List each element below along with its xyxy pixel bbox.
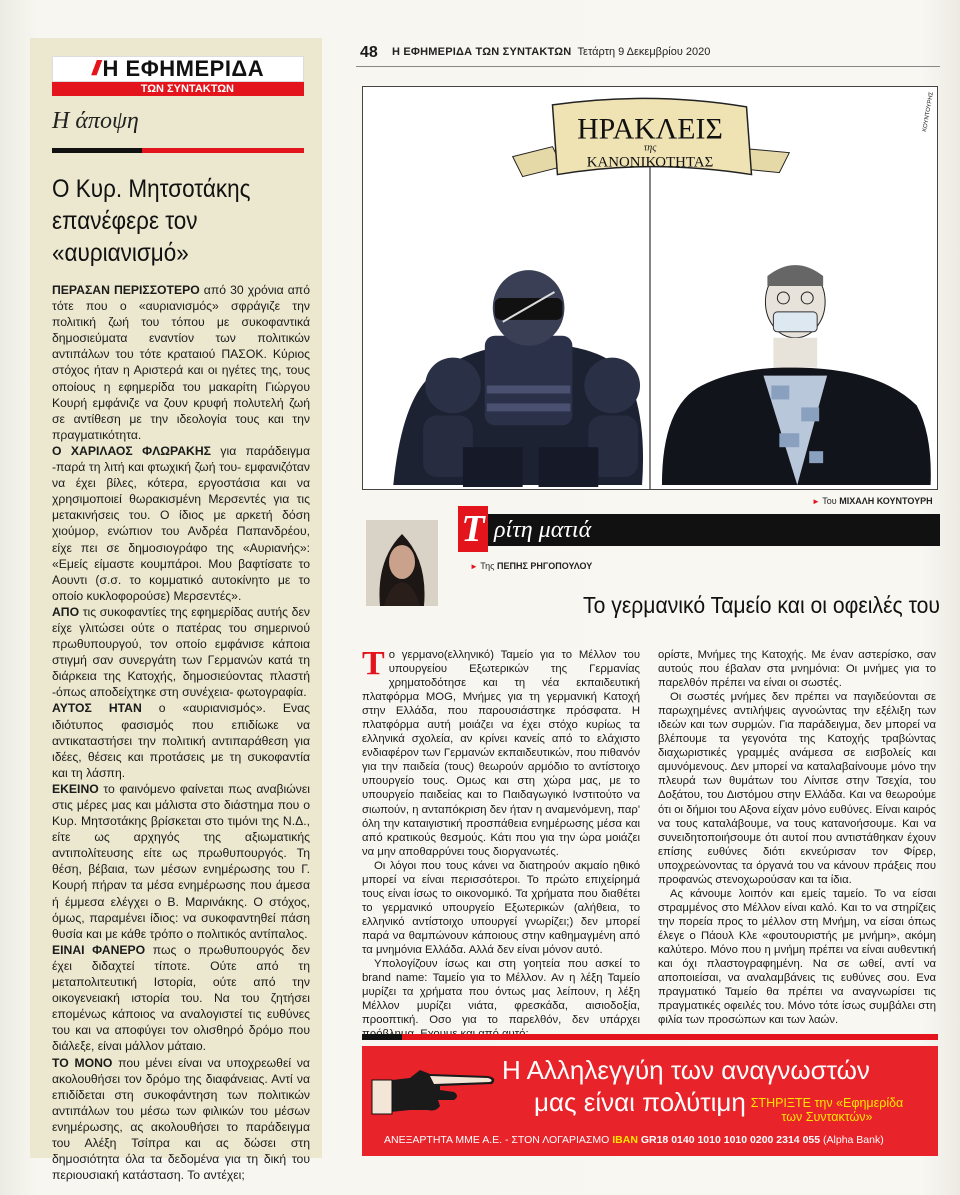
masked-politician-figure	[662, 265, 931, 485]
column-byline: ► Της ΠΕΠΗΣ ΡΗΓΟΠΟΥΛΟΥ	[470, 561, 593, 571]
page-header	[392, 46, 710, 58]
cartoon-credit: ► Του ΜΙΧΑΛΗ ΚΟΥΝΤΟΥΡΗ	[812, 496, 933, 506]
header-rule	[356, 66, 940, 67]
ad-bank-details: ΑΝΕΞΑΡΤΗΤΑ ΜΜΕ Α.Ε. - ΣΤΟΝ ΛΟΓΑΡΙΑΣΜΟ IBAN GR18 0140 1010 1010 0200 2314 055 (Alpha Bank)	[384, 1134, 884, 1146]
pointing-hand-icon	[370, 1060, 500, 1120]
opinion-body	[52, 282, 310, 1183]
article-paragraph: Οι σωστές μνήμες δεν πρέπει να παγιδεύονται σε παρωχημένες αντιλήψεις αγνοώντας την εξέλιξη των ιδεών και των συρμών. Για παράδειγμα, δεν μπορεί να βλέπουμε τα γεγονότα της Κατοχής τραβώντας διαχωριστικές γραμμές ανάμεσα σε εισβολείς και αμυνόμενους. Δεν μπορεί να καταλαβαίνουμε μόνο την πλευρά των θυμάτων του Λίνιτσε στην Τσεχία, του Δοξάτου, του Διστόμου στην Ελλάδα. Και να θεωρούμε ότι οι δήμιοι του Αξονα είχαν μόνο ευθύνες. Είναι καιρός να τους καταλάβουμε, να τους κατανοήσουμε. Και να συνειδητοποιήσουμε ότι αυτοί που αντιστάθηκαν έχουν επίσης ευθύνες διότι εκνεύρισαν τον Φίρερ, υποχρεώνοντας τα όργανά του να κάνουν πράξεις που προφανώς στενοχωρούσαν και τα ίδια.	[658, 691, 936, 886]
triangle-icon: ►	[470, 562, 478, 571]
riot-police-figure	[393, 270, 643, 487]
article-title: Το γερμανικό Ταμείο και οι οφειλές του	[582, 592, 940, 618]
opinion-headline: Ο Κυρ. Μητσοτάκης επανέφερε τον «αυριανισμό»	[52, 175, 251, 267]
banner-title: ρίτη ματιά	[494, 517, 592, 543]
article-column-1	[362, 645, 640, 1041]
triangle-icon: ►	[812, 497, 820, 506]
newspaper-logo	[52, 56, 304, 96]
header-paper-name: Η ΕΦΗΜΕΡΙΔΑ ΤΩΝ ΣΥΝΤΑΚΤΩΝ	[392, 46, 572, 58]
logo-mark-icon: ///	[91, 57, 97, 80]
opinion-paragraph: ΕΙΝΑΙ ΦΑΝΕΡΟ πως ο πρωθυπουργός δεν έχει διδαχτεί τίποτε. Ούτε από τη μεταπολιτευτική Ιστορία, ούτε από την οικογενειακή ιστορία του. Να του ζητήσει επομένως κάποιος να αναλογιστεί τις ευθύνες του και να αποφύγει τον ολισθηρό δρόμο που διάλεξε, είναι μάλλον μάταιο.	[52, 942, 310, 1054]
cartoon-signature: ΚΟΥΝΤΟΥΡΗΣ	[922, 91, 936, 133]
author-portrait	[366, 520, 438, 606]
article-bottom-rule	[362, 1034, 938, 1040]
ad-headline-1: Η Αλληλεγγύη των αναγνωστών	[502, 1055, 870, 1085]
article-paragraph: Υπολογίζουν ίσως και στη γοητεία που ασκεί το brand name: Ταμείο για το Μέλλον. Αν η λέξη Ταμείο μυρίζει τα χρήματα που όντως μας λείπουν, η λέξη Μέλλον μυρίζει νιάτα, φρεσκάδα, αισιοδοξία, προοπτική. Οσο για το παρελθόν, δεν υπάρχει	[362, 958, 640, 1027]
column-banner	[461, 508, 940, 550]
cartoon-drawing	[363, 87, 937, 489]
banner-initial: Τ	[458, 506, 488, 552]
article-column-2	[658, 648, 936, 1027]
section-label: Η άποψη	[52, 108, 139, 134]
opinion-paragraph: ΑΥΤΟΣ ΗΤΑΝ ο «αυριανισμός». Ενας ιδιότυπος φασισμός που επιδίωκε να αντικαταστήσει την πολιτική αντιπαράθεση για ιδέες, θέσεις και προτάσεις με τη συκοφαντία και τη λάσπη.	[52, 701, 311, 780]
logo-main-text: Η ΕΦΗΜΕΡΙΔΑ	[102, 56, 265, 81]
ad-headline-2: μας είναι πολύτιμη	[534, 1087, 746, 1117]
cartoon-banner-small: της	[643, 142, 657, 154]
article-paragraph: Το γερμανο(ελληνικό) Ταμείο για το Μέλλον του υπουργείου Εξωτερικών της Γερμανίας χρηματοδότησε και τη νέα εκπαιδευτική πλατφόρμα MOG, Μνήμες για τη γερμανική Κατοχή στην Ελλάδα, που παρουσιάστηκε πρόσφατα. Η πλατφόρμα αυτή μοιάζει να έχει στόχο κυρίως τα ελληνικά σχολεία, αν κρίνει κανείς από το ελάχιστο ενδιαφέρον των Γερμανών εκπαιδευτικών, που πιθανόν για την παιδεία (τους) θεωρούν αρμόδιο το αντίστοιχο υπουργείο τους. Ομως και στη χώρα μας, με το υπουργείο παιδείας και το Παιδαγωγικό Ινστιτούτο να σιωπούν, η ανταπόκριση δεν ήταν η αναμενόμενη, παρ' όλη την καταιγιστική προσπάθεια ενημέρωσης μέσα και από κρατικούς θεσμούς. Κάτι που για την ώρα μοιάζει να μην αποθαρρύνει τους διοργανωτές.	[362, 645, 640, 858]
article-paragraph: Ας κάνουμε λοιπόν και εμείς ταμείο. Το να είσαι στραμμένος στο Μέλλον είναι καλό. Και το να στηρίζεις την πορεία προς το μέλλον στη Μνήμη, να είσαι όπως έλεγε ο Πάουλ Κλε «φουτουριστής με μνήμη», ακόμη καλύτερο. Μόνο που η μνήμη πρέπει να είναι αυθεντική και όχι πλαστογραφημένη. Να σε ωθεί, αντί να αποποιείσαι, να αναλαμβάνεις τις ευθύνες σου. Ενα πραγματικό Ταμείο θα πρέπει να αναγνωρίσει τις πραγματικές οφειλές του. Μόνο τότε ίσως συμβάλει στη φιλία των προσώπων και των λαών.	[658, 887, 936, 1027]
opinion-paragraph: Ο ΧΑΡΙΛΑΟΣ ΦΛΩΡΑΚΗΣ για παράδειγμα -παρά τη λιτή και φτωχική ζωή του- εμφανιζόταν να έχει βίλες, κότερα, εργοστάσια και να χρησιμοποιεί θωρακισμένη Μερσεντές για τις μετακινήσεις του. Ο ίδιος με αρκετή δόση χιούμορ, ενώπιον του Ανδρέα Παπανδρέου, είχε πει σε δημοσιογράφο της «Αυριανής»: «Εμείς είμαστε κουμπάροι. Μου βαφτίσατε το Αουντι (σ.σ. το κομματικό αυτοκίνητο με το οποίο κυκλοφορούσε) Μερσεντές».	[52, 443, 310, 603]
cartoon-banner-subtitle: ΚΑΝΟΝΙΚΟΤΗΤΑΣ	[586, 154, 714, 171]
opinion-paragraph: ΑΠΟ τις συκοφαντίες της εφημερίδας αυτής δεν είχε γλιτώσει ούτε ο πατέρας του σημερινού πρωθυπουργού, τον οποίο εμφάνισε κάποια στιγμή σαν συνεργάτη των Γερμανών κατά τη διάρκεια της Κατοχής, δημοσιεύοντας πλαστή -όπως αποδείχτηκε στη συνέχεια- φωτογραφία.	[52, 604, 310, 700]
opinion-paragraph: ΤΟ ΜΟΝΟ που μένει είναι να υποχρεωθεί να ακολουθήσει τον δρόμο της διαφάνειας. Αντί να επιδίδεται στη συκοφάντηση των πολιτικών αντιπάλων του μέσω των φιλικών του μέσων ενημέρωσης, ας ακολουθήσει το παράδειγμα του Αλέξη Τσίπρα και ας δώσει στη δημοσιότητα όλα τα δεδομένα για τη δική του περιουσιακή κατάσταση. Το αντέχει;	[52, 1055, 310, 1183]
ad-support-text: ΣΤΗΡΙΞΤΕ την «Εφημερίδα των Συντακτών»	[750, 1096, 904, 1124]
logo-sub-text: ΤΩΝ ΣΥΝΤΑΚΤΩΝ	[52, 82, 304, 96]
cartoon-banner-title: ΗΡΑΚΛΕΙΣ	[577, 112, 723, 146]
article-paragraph: Οι λόγοι που τους κάνει να διατηρούν ακμαίο ηθικό μπορεί να είναι περισσότεροι. Το πρώτο επιχείρημά τους είναι ίσως το οικονομικό. Τα χρήματα που διαθέτει το γερμανικό υπουργείο Εξωτερικών (αλήθεια, το ελληνικό αντίστοιχο υπουργεί γνωρίζει;) δεν μπορεί παρά να θαμπώνουν κάποιους στην καθημαγμένη από τα μνημόνια Ελλάδα. Αλλά δεν είναι μόνον αυτό.	[362, 859, 640, 956]
section-rule	[52, 148, 304, 153]
solidarity-ad	[362, 1046, 938, 1156]
editorial-cartoon	[362, 86, 938, 490]
opinion-paragraph: ΠΕΡΑΣΑΝ ΠΕΡΙΣΣΟΤΕΡΟ από 30 χρόνια από τότε που ο «αυριανισμός» σφράγιζε την πολιτική ζωή του τόπου με συκοφαντικά δημοσιεύματα εναντίον των πολιτικών αντιπάλων του τότε κραταιού ΠΑΣΟΚ. Κύριος στόχος ήταν η Αριστερά και οι ηγέτες της, τους οποίους η εφημερίδα του μακαρίτη Γιώργου Κουρή εμφάνιζε να ζουν κρυφή πολυτελή ζωή σε αντίθεση με την ιδεολογία τους και την πραγματικότητα.	[52, 283, 310, 442]
header-date: Τετάρτη 9 Δεκεμβρίου 2020	[577, 46, 711, 58]
opinion-paragraph: ΕΚΕΙΝΟ το φαινόμενο φαίνεται πως αναβιώνει στις μέρες μας και μάλιστα στο διάστημα που ο Κυρ. Μητσοτάκης βρίσκεται στο τιμόνι της Ν.Δ., είτε ως αρχηγός της αξιωματικής αντιπολίτευσης είτε ως πρωθυπουργός. Τη θέση, βέβαια, των μέσων ενημέρωσης του Γ. Κουρή πήραν τα μέσα ενημέρωσης που άμεσα ή έμμεσα ελέγχει ο Β. Μαρινάκης. Ο στόχος, όμως, παραμένει ίδιος: να συκοφαντηθεί πάση θυσία και με κάθε τρόπο ο πολιτικός αντίπαλος.	[52, 781, 310, 941]
page-number: 48	[360, 44, 378, 61]
drop-cap: Τ	[362, 645, 385, 682]
opinion-sidebar	[30, 38, 322, 1183]
article-paragraph: ορίστε, Μνήμες της Κατοχής. Με έναν αστερίσκο, σαν αυτούς που έβαλαν στα μνημόνια: Οι μνήμες για το παρελθόν πρέπει να είναι οι σωστές.	[658, 649, 936, 690]
